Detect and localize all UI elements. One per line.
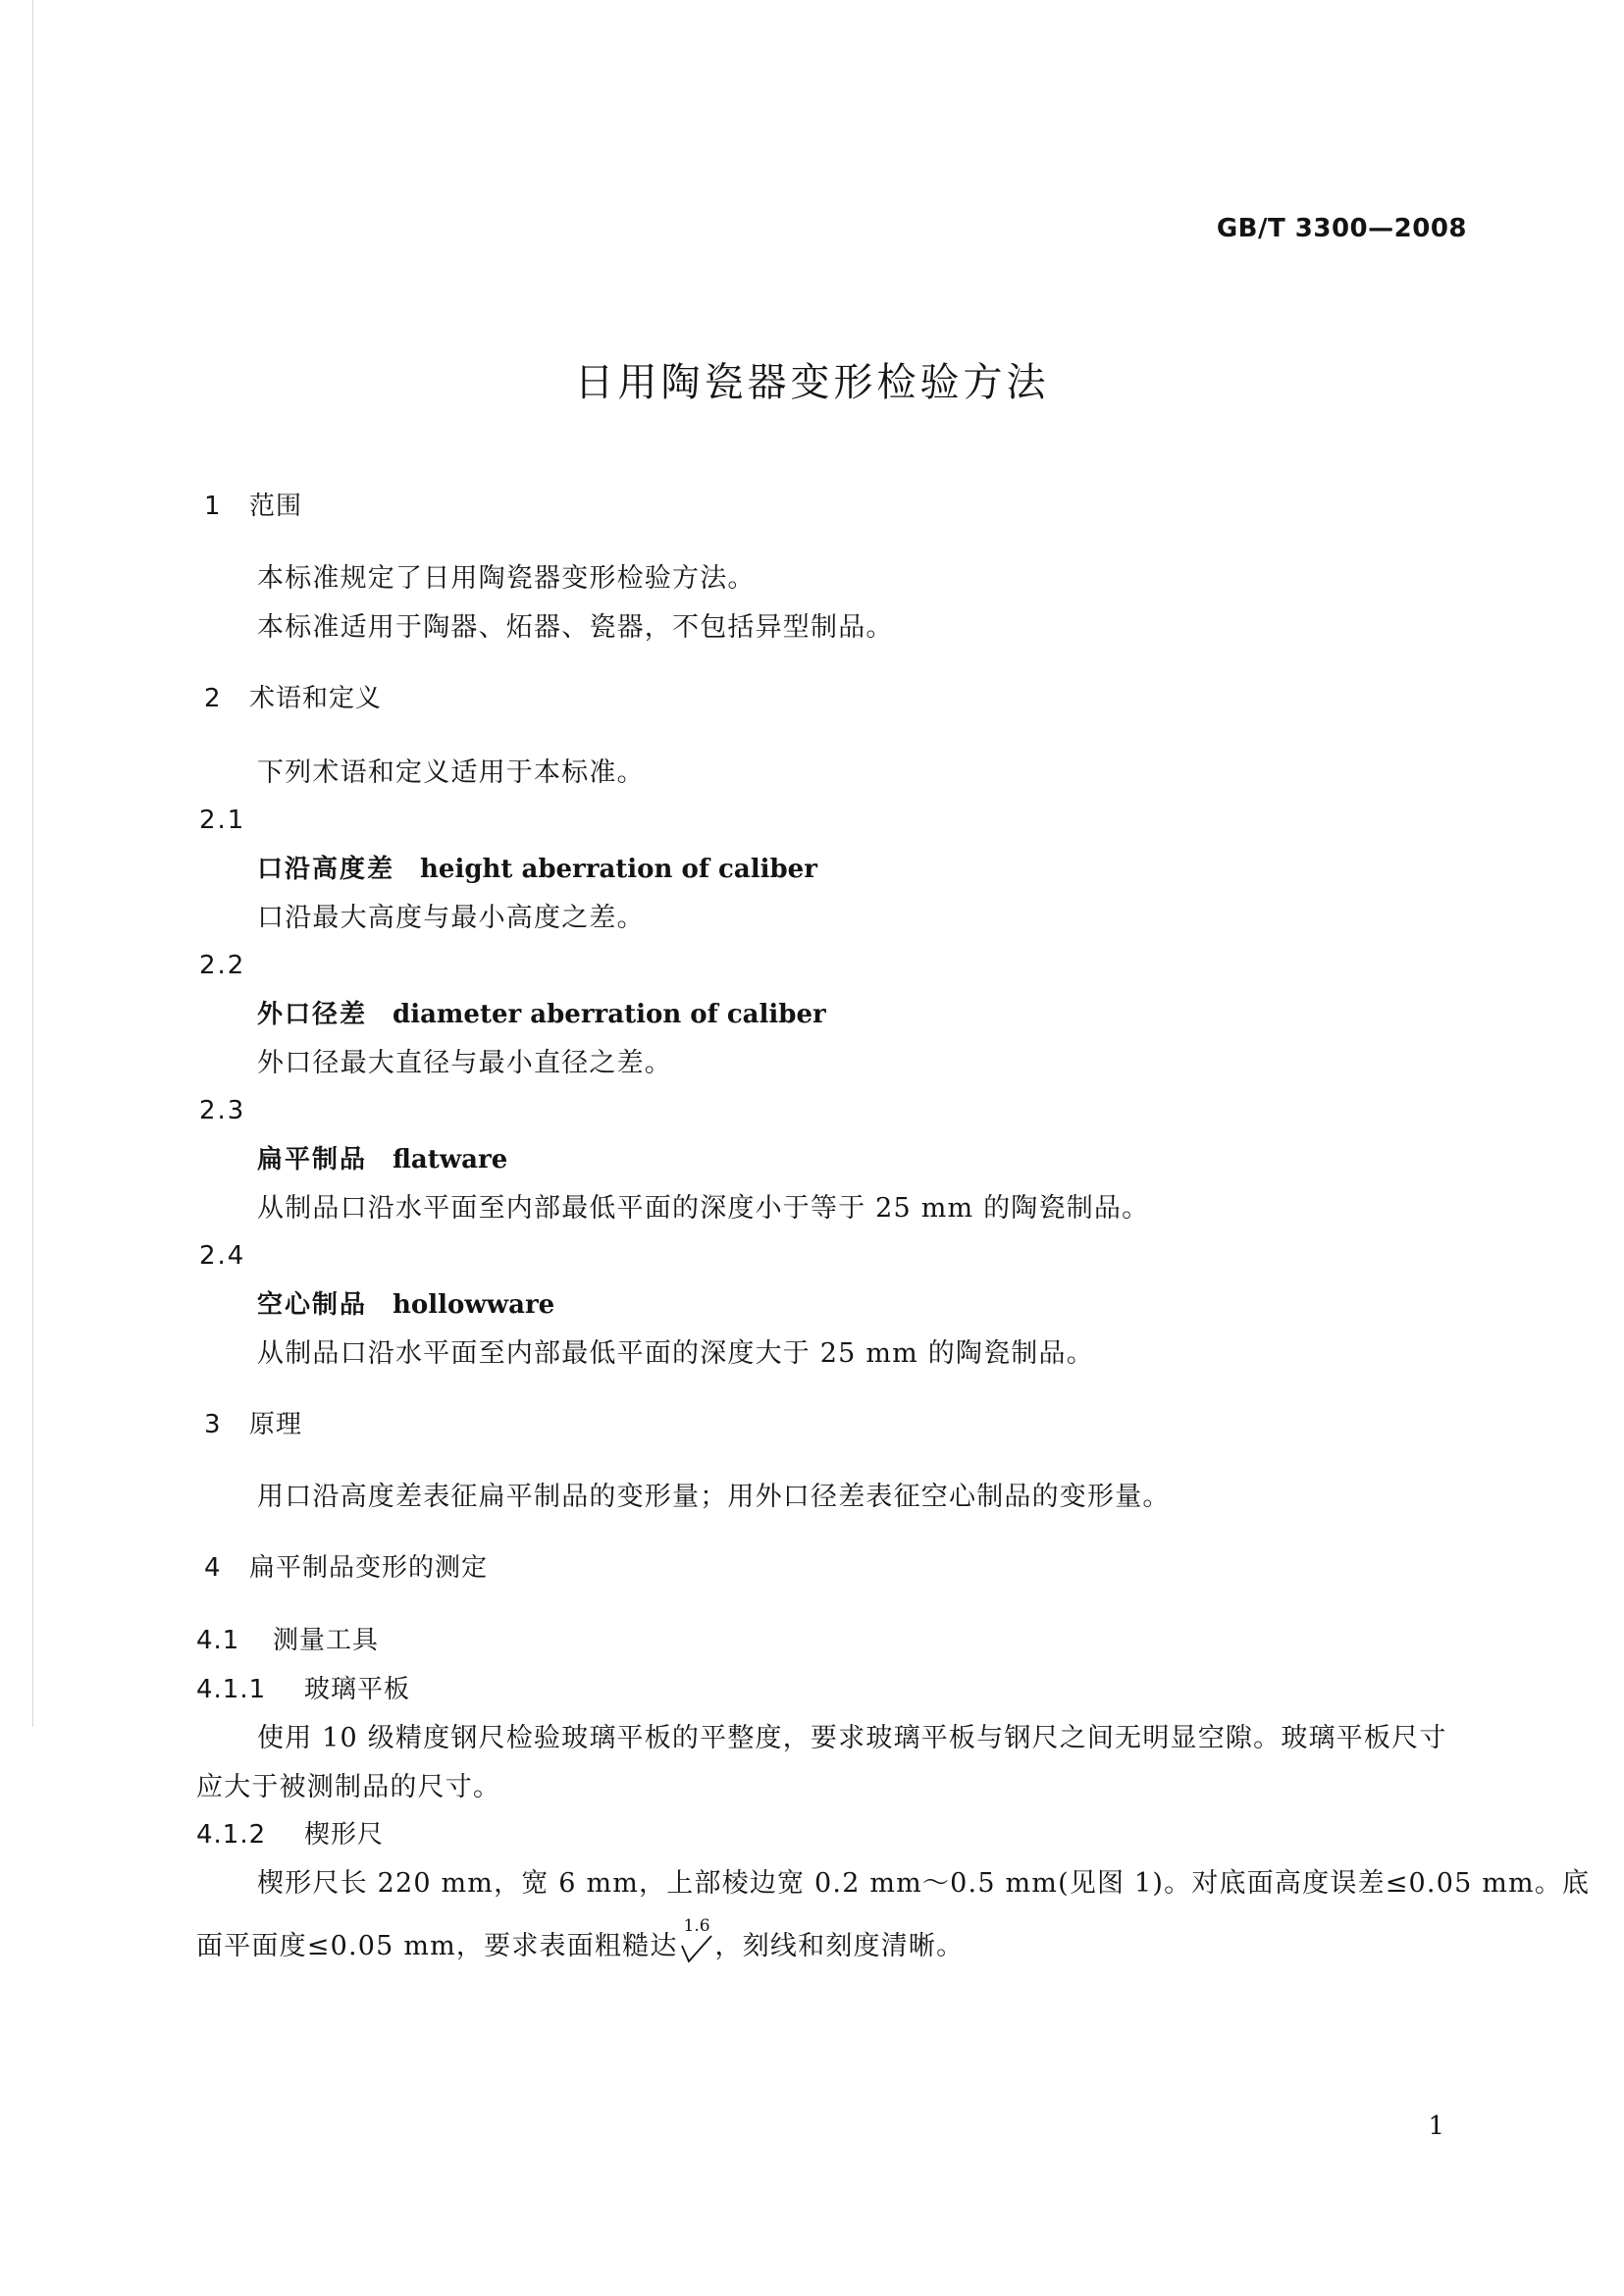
subsection-4-1-1-heading bbox=[196, 1672, 410, 1707]
roughness-check-icon bbox=[680, 1934, 713, 1963]
section-title: 原理 bbox=[249, 1410, 303, 1439]
section-1-heading bbox=[204, 489, 302, 524]
binding-margin-line bbox=[32, 0, 33, 1727]
term-chinese: 外口径差 bbox=[257, 1000, 368, 1029]
section-2-heading bbox=[204, 681, 382, 716]
term-number: 2.1 bbox=[199, 806, 246, 835]
standard-number: GB/T 3300—2008 bbox=[1216, 214, 1467, 243]
subsection-title: 楔形尺 bbox=[304, 1820, 385, 1850]
roughness-symbol bbox=[678, 1915, 715, 1965]
term-english: flatware bbox=[393, 1145, 508, 1174]
term-heading bbox=[257, 852, 817, 887]
term-definition: 从制品口沿水平面至内部最低平面的深度大于 25 mm 的陶瓷制品。 bbox=[257, 1338, 1094, 1369]
term-number: 2.3 bbox=[199, 1096, 246, 1125]
section-number: 3 bbox=[204, 1410, 222, 1439]
subsection-4-1-1-paragraph-line-1: 使用 10 级精度钢尺检验玻璃平板的平整度，要求玻璃平板与钢尺之间无明显空隙。玻璃平板尺寸 bbox=[257, 1723, 1447, 1753]
section-3-heading bbox=[204, 1407, 302, 1442]
term-english: diameter aberration of caliber bbox=[393, 1000, 826, 1029]
term-heading bbox=[257, 997, 826, 1032]
subsection-title: 玻璃平板 bbox=[304, 1675, 411, 1704]
term-definition: 外口径最大直径与最小直径之差。 bbox=[257, 1048, 672, 1078]
term-english: height aberration of caliber bbox=[420, 855, 817, 884]
term-heading bbox=[257, 1142, 507, 1177]
subsection-number: 4.1 bbox=[196, 1626, 240, 1655]
section-1-paragraph-2: 本标准适用于陶器、炻器、瓷器，不包括异型制品。 bbox=[257, 612, 894, 643]
term-definition: 口沿最大高度与最小高度之差。 bbox=[257, 903, 645, 933]
subsection-number: 4.1.1 bbox=[196, 1675, 267, 1704]
section-title: 扁平制品变形的测定 bbox=[249, 1553, 489, 1583]
term-english: hollowware bbox=[393, 1290, 555, 1320]
roughness-value: 1.6 bbox=[683, 1915, 710, 1936]
section-number: 1 bbox=[204, 492, 222, 521]
subsection-4-1-2-paragraph-line-2 bbox=[196, 1915, 965, 1965]
subsection-4-1-heading bbox=[196, 1623, 379, 1658]
section-3-paragraph: 用口沿高度差表征扁平制品的变形量；用外口径差表征空心制品的变形量。 bbox=[257, 1482, 1171, 1512]
paragraph-text: ，刻线和刻度清晰。 bbox=[714, 1931, 965, 1961]
section-number: 2 bbox=[204, 684, 222, 713]
term-chinese: 口沿高度差 bbox=[257, 855, 395, 884]
subsection-title: 测量工具 bbox=[273, 1626, 380, 1655]
term-chinese: 空心制品 bbox=[257, 1290, 368, 1320]
paragraph-text: 面平面度≤0.05 mm，要求表面粗糙达 bbox=[196, 1931, 678, 1961]
section-number: 4 bbox=[204, 1553, 222, 1583]
document-title: 日用陶瓷器变形检验方法 bbox=[574, 360, 1050, 405]
section-title: 术语和定义 bbox=[249, 684, 383, 713]
term-number: 2.4 bbox=[199, 1241, 246, 1271]
subsection-4-1-1-paragraph-line-2: 应大于被测制品的尺寸。 bbox=[196, 1772, 501, 1802]
section-1-paragraph-1: 本标准规定了日用陶瓷器变形检验方法。 bbox=[257, 563, 756, 594]
term-chinese: 扁平制品 bbox=[257, 1145, 368, 1174]
term-heading bbox=[257, 1287, 554, 1323]
term-number: 2.2 bbox=[199, 951, 246, 980]
subsection-number: 4.1.2 bbox=[196, 1820, 267, 1850]
subsection-4-1-2-heading bbox=[196, 1817, 384, 1852]
section-title: 范围 bbox=[249, 492, 303, 521]
section-4-heading bbox=[204, 1550, 488, 1586]
page-number: 1 bbox=[1428, 2112, 1444, 2141]
subsection-4-1-2-paragraph-line-1: 楔形尺长 220 mm，宽 6 mm，上部棱边宽 0.2 mm～0.5 mm(见图 1)。对底面高度误差≤0.05 mm。底 bbox=[257, 1868, 1591, 1899]
term-definition: 从制品口沿水平面至内部最低平面的深度小于等于 25 mm 的陶瓷制品。 bbox=[257, 1193, 1150, 1224]
section-2-intro: 下列术语和定义适用于本标准。 bbox=[257, 757, 645, 788]
